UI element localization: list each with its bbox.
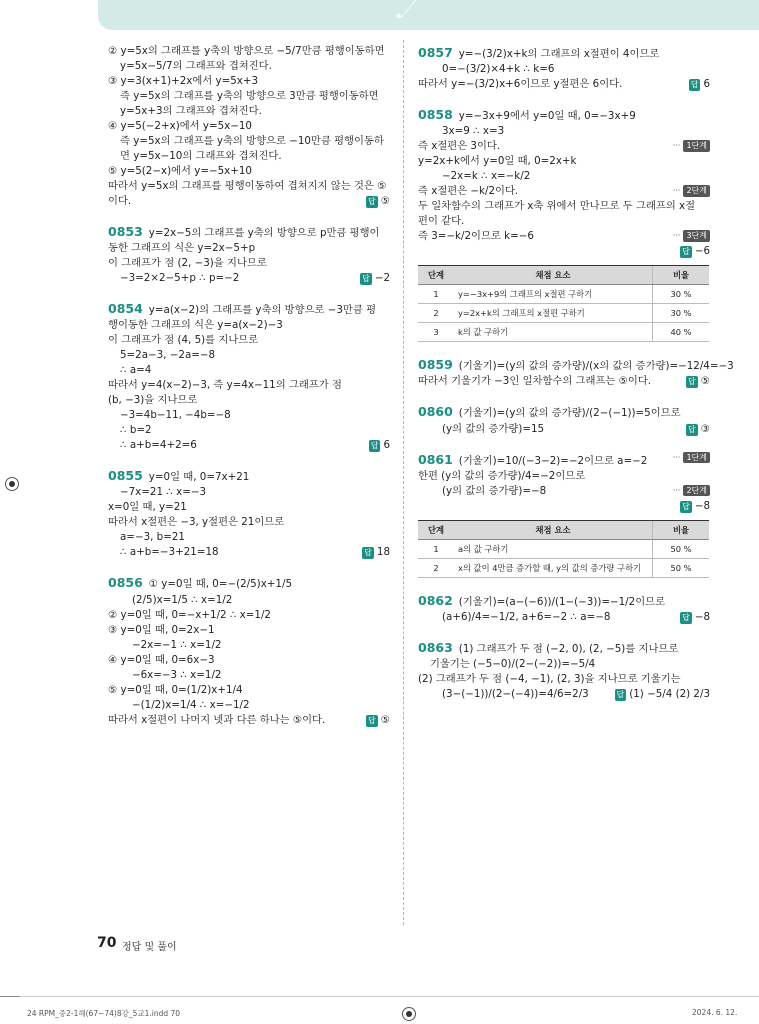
answer-icon: 답 <box>682 612 690 622</box>
line-text: 따라서 y=−(3/2)x+6이므로 y절편은 6이다. <box>418 78 623 91</box>
line <box>418 184 710 199</box>
table-cell: 30 % <box>653 304 710 323</box>
answer-value: 6 <box>703 78 710 91</box>
line-text: (3−(−1))/(2−(−4))=4/6=2/3 <box>442 687 589 700</box>
table-cell: x의 값이 4만큼 증가할 때, y의 값의 증가량 구하기 <box>454 558 653 577</box>
answer-icon: 답 <box>364 548 372 558</box>
line <box>108 574 390 592</box>
line-text: y=2x−5의 그래프를 y축의 방향으로 p만큼 평행이 <box>148 227 380 239</box>
line: ∴ b=2 <box>120 424 152 437</box>
step-label: 1단계 <box>683 140 710 152</box>
line-text: ∴ a+b=−3+21=18 <box>120 546 219 559</box>
answer-icon: 답 <box>688 424 696 434</box>
line <box>108 467 390 485</box>
step-badge: ··· 1단계 <box>673 452 710 464</box>
answer-icon: 답 <box>368 715 376 725</box>
table-cell: 2 <box>418 558 454 577</box>
line-text: ① y=0일 때, 0=−(2/5)x+1/5 <box>148 578 292 591</box>
column-divider <box>403 40 404 925</box>
answer-icon: 답 <box>616 689 625 699</box>
line: x=0일 때, y=21 <box>108 501 187 514</box>
line: ④ y=5(−2+x)에서 y=5x−10 <box>108 120 252 132</box>
answer <box>418 244 710 259</box>
line: 동한 그래프의 식은 y=2x−5+p <box>108 242 256 255</box>
star-icon: ✦ <box>394 10 404 23</box>
problem-number: 0854 <box>108 301 143 317</box>
table-row <box>418 558 709 577</box>
scoring-table-0858 <box>418 265 709 342</box>
table-header: 채점 요소 <box>454 266 653 285</box>
problem-number: 0859 <box>418 357 453 373</box>
line: y=5x−5/7의 그래프와 겹쳐진다. <box>120 60 272 72</box>
answer-icon: 답 <box>688 377 696 387</box>
line: 편이 같다. <box>418 215 465 228</box>
table-cell: 1 <box>418 285 454 304</box>
answer <box>615 687 711 702</box>
line <box>418 356 734 374</box>
line <box>108 223 390 241</box>
line: −2x=−1 ∴ x=1/2 <box>132 638 222 651</box>
line: ⑤ y=5(2−x)에서 y=−5x+10 <box>108 165 252 177</box>
line: 이 그래프가 점 (2, −3)을 지나므로 <box>108 257 267 270</box>
answer-icon: 답 <box>362 274 370 284</box>
problem-number: 0861 <box>418 451 453 467</box>
step-label: 2단계 <box>683 485 710 497</box>
answer-value: 6 <box>383 439 390 452</box>
table-row <box>418 323 709 342</box>
line: 따라서 y=4(x−2)−3, 즉 y=4x−11의 그래프가 점 <box>108 379 342 392</box>
line-text: 이다. <box>108 195 132 207</box>
table-cell: k의 값 구하기 <box>454 323 653 342</box>
solution-continued <box>108 44 390 209</box>
line-text: (y의 값의 증가량)=15 <box>442 422 545 435</box>
line: 즉 y=5x의 그래프를 y축의 방향으로 −10만큼 평행이동하 <box>120 135 384 147</box>
problem-0855 <box>108 467 390 560</box>
line <box>418 374 710 389</box>
line: −7x=21 ∴ x=−3 <box>120 486 207 499</box>
footer-file-name: 24 RPM_중2-1해(67~74)8강_5교1.indd 70 <box>27 1009 181 1018</box>
line-text: ∴ a+b=4+2=6 <box>120 439 197 452</box>
table-cell: 50 % <box>653 539 710 558</box>
table-header: 비율 <box>653 520 710 539</box>
step-badge: ··· 2단계 <box>673 485 710 497</box>
line-text: y=a(x−2)의 그래프를 y축의 방향으로 −3만큼 평 <box>148 304 377 317</box>
table-cell: 3 <box>418 323 454 342</box>
table-header: 비율 <box>653 266 710 285</box>
line-text: (기울기)=(y의 값의 증가량)/(x의 값의 증가량)=−12/4=−3 <box>458 360 734 373</box>
line <box>108 271 390 286</box>
line: 이 그래프가 점 (4, 5)를 지나므로 <box>108 334 259 347</box>
problem-0857 <box>418 44 710 92</box>
line <box>108 300 390 318</box>
line-text: 따라서 기울기가 −3인 일차함수의 그래프는 ⑤이다. <box>418 375 652 388</box>
line: 따라서 y=5x의 그래프를 평행이동하여 겹쳐지지 않는 것은 ⑤ <box>108 180 387 192</box>
answer-value: ⑤ <box>380 713 390 726</box>
line-text: (기울기)=10/(−3−2)=−2이므로 a=−2 <box>458 454 648 467</box>
left-column <box>108 44 390 742</box>
problem-number: 0858 <box>418 107 453 123</box>
answer-icon: 답 <box>682 501 690 511</box>
answer-value: ⑤ <box>700 375 710 388</box>
answer <box>689 77 710 92</box>
line <box>418 106 710 124</box>
line <box>418 592 710 610</box>
line-text: −3=2×2−5+p ∴ p=−2 <box>120 272 240 285</box>
problem-number: 0855 <box>108 468 143 484</box>
registration-mark-icon <box>5 477 19 491</box>
line: (b, −3)을 지나므로 <box>108 394 198 407</box>
line <box>418 44 710 62</box>
answer <box>366 194 390 209</box>
line-text: 즉 x절편은 3이다. <box>418 140 501 153</box>
line: 한편 (y의 값의 증가량)/4=−2이므로 <box>418 469 586 482</box>
line: 두 일차함수의 그래프가 x축 위에서 만나므로 두 그래프의 x절 <box>418 200 696 213</box>
line: ④ y=0일 때, 0=6x−3 <box>108 653 215 666</box>
table-row <box>418 285 709 304</box>
step-badge: ··· 1단계 <box>673 140 710 152</box>
step-badge: ··· 3단계 <box>673 230 710 242</box>
registration-mark-icon <box>402 1007 416 1021</box>
table-cell: a의 값 구하기 <box>454 539 653 558</box>
header-banner <box>98 0 759 30</box>
scoring-table-0861 <box>418 520 709 578</box>
answer <box>686 422 710 437</box>
problem-0854 <box>108 300 390 453</box>
answer <box>680 610 710 625</box>
problem-number: 0857 <box>418 45 453 60</box>
answer-value: −6 <box>694 245 710 258</box>
answer-value: (1) −5/4 (2) 2/3 <box>629 687 710 700</box>
line: a=−3, b=21 <box>120 531 185 544</box>
line: (2) 그래프가 두 점 (−4, −1), (2, 3)을 지나므로 기울기는 <box>418 672 681 685</box>
line: −2x=k ∴ x=−k/2 <box>442 170 531 183</box>
answer-value: ③ <box>700 422 710 435</box>
line-text: (y의 값의 증가량)=−8 <box>442 484 547 497</box>
line: (2/5)x=1/5 ∴ x=1/2 <box>132 593 233 606</box>
problem-0863 <box>418 639 710 702</box>
answer-value: 18 <box>376 546 390 559</box>
answer-value: −2 <box>374 272 390 285</box>
problem-0861 <box>418 451 710 514</box>
line: −3=4b−11, −4b=−8 <box>120 409 231 422</box>
line: −(1/2)x=1/4 ∴ x=−1/2 <box>132 698 250 711</box>
answer-icon: 답 <box>690 80 699 90</box>
answer <box>360 271 390 286</box>
step-label: 1단계 <box>683 452 710 464</box>
problem-number: 0853 <box>108 224 143 239</box>
line <box>418 639 710 657</box>
line: ③ y=0일 때, 0=2x−1 <box>108 623 215 636</box>
problem-number: 0863 <box>418 639 453 655</box>
table-cell: 40 % <box>653 323 710 342</box>
line <box>108 713 390 728</box>
line: ③ y=3(x+1)+2x에서 y=5x+3 <box>108 75 259 87</box>
crop-mark <box>0 996 20 997</box>
line: 즉 y=5x의 그래프를 y축의 방향으로 3만큼 평행이동하면 <box>120 90 379 102</box>
problem-0853 <box>108 223 390 286</box>
table-header: 채점 요소 <box>454 520 653 539</box>
line: 0=−(3/2)×4+k ∴ k=6 <box>442 63 555 76</box>
footer-date: 2024. 6. 12. <box>692 1008 738 1017</box>
answer <box>369 438 390 453</box>
page-number: 70 <box>97 935 117 951</box>
table-row <box>418 539 709 558</box>
table-row <box>418 304 709 323</box>
line <box>418 422 710 437</box>
line-text: (a+6)/4=−1/2, a+6=−2 ∴ a=−8 <box>442 610 611 623</box>
line: 3x=9 ∴ x=3 <box>442 125 505 138</box>
line-text: y=0일 때, 0=7x+21 <box>148 471 250 484</box>
right-column <box>418 44 734 716</box>
answer-value: −8 <box>694 499 710 512</box>
table-cell: 2 <box>418 304 454 323</box>
line-text: y=−(3/2)x+k의 그래프의 x절편이 4이므로 <box>458 48 660 60</box>
answer <box>362 545 390 560</box>
page-footer-label: 정답 및 풀이 <box>122 942 177 953</box>
answer-icon: 답 <box>682 247 690 257</box>
answer-icon: 답 <box>370 441 379 451</box>
table-cell: y=2x+k의 그래프의 x절편 구하기 <box>454 304 653 323</box>
answer-icon: 답 <box>368 197 376 206</box>
answer <box>418 499 710 514</box>
table-cell: y=−3x+9의 그래프의 x절편 구하기 <box>454 285 653 304</box>
line <box>418 610 710 625</box>
line <box>418 451 710 469</box>
line-text: y=−3x+9에서 y=0일 때, 0=−3x+9 <box>458 110 636 123</box>
problem-number: 0862 <box>418 592 453 608</box>
table-cell: 30 % <box>653 285 710 304</box>
line <box>418 139 710 154</box>
table-header: 단계 <box>418 266 454 285</box>
line-text: 즉 x절편은 −k/2이다. <box>418 185 519 198</box>
line: y=5x+3의 그래프와 겹쳐진다. <box>120 105 262 117</box>
problem-0858 <box>418 106 710 259</box>
line <box>418 484 710 499</box>
line-text: (1) 그래프가 두 점 (−2, 0), (2, −5)를 지나므로 <box>458 642 679 655</box>
banner-decoration <box>360 0 416 18</box>
answer-value: −8 <box>694 610 710 623</box>
line: 면 y=5x−10의 그래프와 겹쳐진다. <box>120 150 282 162</box>
table-header: 단계 <box>418 520 454 539</box>
answer <box>686 374 710 389</box>
line <box>418 403 710 421</box>
line: 기울기는 (−5−0)/(2−(−2))=−5/4 <box>430 657 596 670</box>
footer-rule <box>0 996 759 997</box>
line: 5=2a−3, −2a=−8 <box>120 349 216 362</box>
line: 따라서 x절편은 −3, y절편은 21이므로 <box>108 516 285 529</box>
line <box>108 438 390 453</box>
answer-value: ⑤ <box>380 195 390 207</box>
answer <box>366 713 390 728</box>
line: y=2x+k에서 y=0일 때, 0=2x+k <box>418 155 577 168</box>
line-text: 따라서 x절편이 나머지 넷과 다른 하나는 ⑤이다. <box>108 713 326 726</box>
line-text: (기울기)=(y의 값의 증가량)/(2−(−1))=5이므로 <box>458 407 681 420</box>
line <box>418 687 710 702</box>
line: ∴ a=4 <box>120 364 152 377</box>
problem-0859 <box>418 356 734 389</box>
problem-0860 <box>418 403 710 436</box>
line <box>108 194 390 209</box>
step-label: 2단계 <box>683 185 710 197</box>
line: ⑤ y=0일 때, 0=(1/2)x+1/4 <box>108 683 243 696</box>
line: 행이동한 그래프의 식은 y=a(x−2)−3 <box>108 319 283 332</box>
line: ② y=0일 때, 0=−x+1/2 ∴ x=1/2 <box>108 608 271 621</box>
problem-0856 <box>108 574 390 727</box>
step-badge: ··· 2단계 <box>673 185 710 197</box>
line-text: (기울기)=(a−(−6))/(1−(−3))=−1/2이므로 <box>458 595 666 608</box>
line: ② y=5x의 그래프를 y축의 방향으로 −5/7만큼 평행이동하면 <box>108 45 385 57</box>
step-label: 3단계 <box>683 230 710 242</box>
line <box>418 77 710 92</box>
problem-number: 0860 <box>418 404 453 420</box>
line-text: 즉 3=−k/2이므로 k=−6 <box>418 230 534 243</box>
line <box>108 545 390 560</box>
table-cell: 1 <box>418 539 454 558</box>
problem-0862 <box>418 592 710 625</box>
line <box>418 229 710 244</box>
problem-number: 0856 <box>108 575 143 591</box>
line: −6x=−3 ∴ x=1/2 <box>132 668 222 681</box>
table-cell: 50 % <box>653 558 710 577</box>
